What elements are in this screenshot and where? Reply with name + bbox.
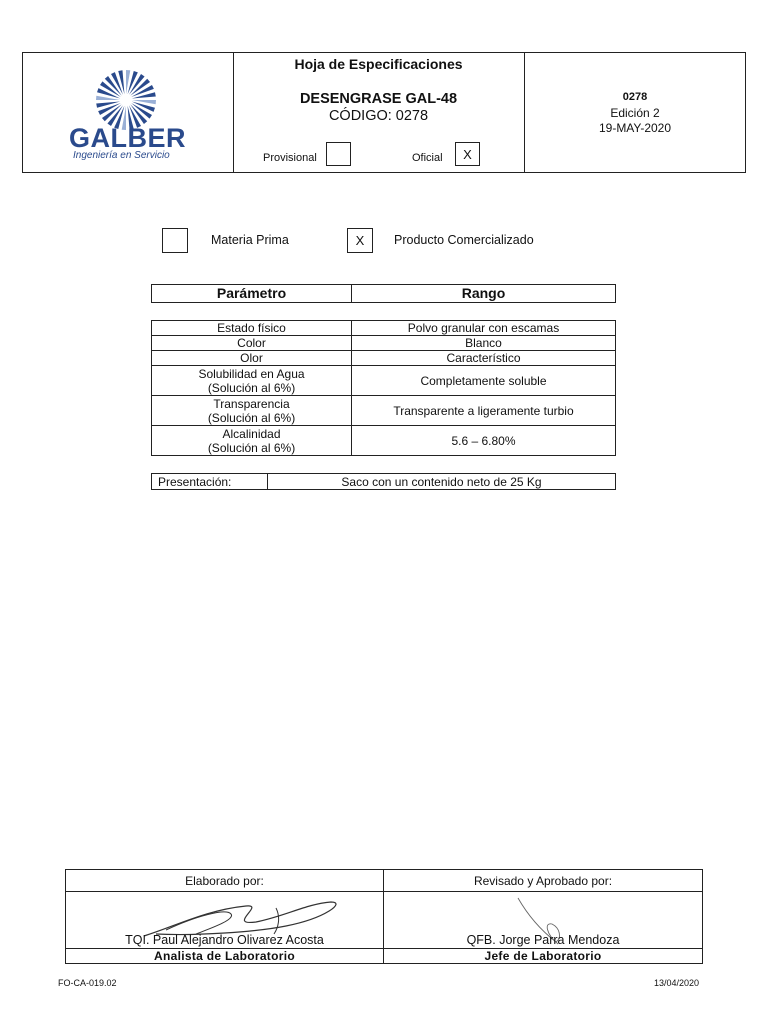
- revision-date: 19-MAY-2020: [598, 121, 672, 135]
- prepared-signature-cell: [66, 892, 384, 949]
- logo-tagline: Ingeniería en Servicio: [73, 150, 170, 161]
- param-cell: [152, 426, 352, 456]
- approved-by-header: Revisado y Aprobado por:: [384, 870, 703, 892]
- parameter-header-table: [151, 284, 616, 303]
- logo-brand-text: GALBER: [69, 123, 186, 153]
- prepared-by-role: Analista de Laboratorio: [66, 949, 384, 964]
- param-line: Estado físico: [217, 321, 286, 335]
- param-cell: [152, 366, 352, 396]
- param-line: Color: [237, 336, 266, 350]
- product-code: CÓDIGO: 0278: [328, 108, 429, 124]
- title-cell: [234, 53, 525, 172]
- specification-table: [151, 320, 616, 456]
- param-line: Alcalinidad: [222, 426, 281, 441]
- value-cell: Polvo granular con escamas: [352, 321, 616, 336]
- param-line: (Solución al 6%): [207, 440, 296, 455]
- parameter-column-header: Parámetro: [152, 285, 352, 303]
- param-line: (Solución al 6%): [207, 410, 296, 425]
- form-code: FO-CA-019.02: [58, 978, 117, 988]
- table-row: [152, 351, 616, 366]
- param-line: (Solución al 6%): [207, 380, 296, 395]
- table-row: [152, 321, 616, 336]
- approved-by-role: Jefe de Laboratorio: [384, 949, 703, 964]
- range-column-header: Rango: [352, 285, 616, 303]
- value-cell: Completamente soluble: [352, 366, 616, 396]
- param-line: Solubilidad en Agua: [198, 366, 305, 381]
- param-cell: [152, 351, 352, 366]
- prepared-by-header: Elaborado por:: [66, 870, 384, 892]
- value-cell: Característico: [352, 351, 616, 366]
- logo-cell: [23, 53, 234, 172]
- approved-by-name: QFB. Jorge Parra Mendoza: [466, 933, 620, 947]
- value-cell: 5.6 – 6.80%: [352, 426, 616, 456]
- sheet-title: Hoja de Especificaciones: [294, 56, 463, 72]
- table-row: [152, 426, 616, 456]
- table-row: [152, 336, 616, 351]
- presentation-value: Saco con un contenido neto de 25 Kg: [268, 474, 616, 490]
- approved-signature-cell: [384, 892, 703, 949]
- document-header: [22, 52, 746, 173]
- value-cell: Blanco: [352, 336, 616, 351]
- raw-material-label: Materia Prima: [211, 233, 289, 247]
- logo-ray: [126, 70, 130, 94]
- table-row: [152, 396, 616, 426]
- param-line: Transparencia: [213, 396, 290, 411]
- official-label: Oficial: [412, 152, 443, 164]
- footer-date: 13/04/2020: [654, 978, 700, 988]
- param-line: Olor: [240, 351, 263, 365]
- official-checkbox[interactable]: X: [455, 142, 480, 166]
- presentation-label: Presentación:: [152, 474, 268, 490]
- doc-number: 0278: [622, 91, 648, 103]
- value-cell: Transparente a ligeramente turbio: [352, 396, 616, 426]
- signature-table: [65, 869, 703, 964]
- raw-material-checkbox[interactable]: [162, 228, 188, 253]
- presentation-table: [151, 473, 616, 490]
- param-cell: [152, 396, 352, 426]
- provisional-checkbox[interactable]: [326, 142, 351, 166]
- commercial-product-checkbox[interactable]: X: [347, 228, 373, 253]
- product-name: DESENGRASE GAL-48: [299, 91, 458, 107]
- param-cell: [152, 321, 352, 336]
- param-cell: [152, 336, 352, 351]
- logo-ray: [132, 100, 156, 104]
- logo-ray: [96, 96, 120, 100]
- prepared-by-name: TQI. Paul Alejandro Olivarez Acosta: [125, 933, 324, 947]
- commercial-product-label: Producto Comercializado: [394, 233, 534, 247]
- revision-cell: [525, 53, 745, 172]
- edition: Edición 2: [610, 106, 660, 120]
- provisional-label: Provisional: [263, 152, 317, 164]
- table-row: [152, 366, 616, 396]
